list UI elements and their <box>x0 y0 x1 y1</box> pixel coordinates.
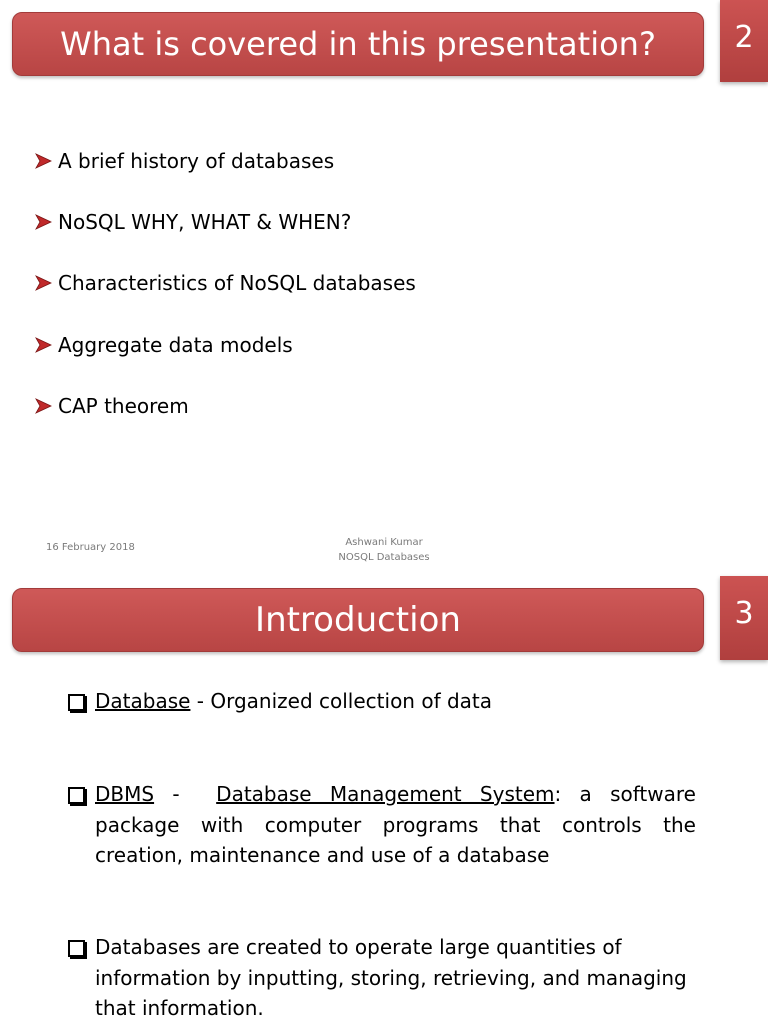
definition: - Organized collection of data <box>190 689 493 713</box>
arrow-right-icon <box>34 335 54 355</box>
agenda-list <box>34 130 416 436</box>
arrow-right-icon <box>34 396 54 416</box>
paragraph: Databases are created to operate large quantities of information by inputting, storing, retrieving, and managing that information. <box>95 935 687 1020</box>
slide-title: What is covered in this presentation? <box>12 12 704 76</box>
list-item <box>66 779 703 871</box>
slide-title: Introduction <box>12 588 704 652</box>
list-item-label: Aggregate data models <box>58 332 293 357</box>
list-item-label: Characteristics of NoSQL databases <box>58 271 416 296</box>
list-item <box>66 686 696 717</box>
list-item <box>34 130 416 191</box>
arrow-right-icon <box>34 151 54 171</box>
term: DBMS <box>95 782 155 806</box>
list-item-label: NoSQL WHY, WHAT & WHEN? <box>58 209 352 234</box>
slide-3 <box>0 576 768 1024</box>
term: Database <box>95 689 191 713</box>
arrow-right-icon <box>34 273 54 293</box>
list-item-label: A brief history of databases <box>58 148 335 173</box>
deck-subtitle: NOSQL Databases <box>338 552 430 563</box>
checkbox-icon <box>68 694 85 711</box>
arrow-right-icon <box>34 212 54 232</box>
author-name: Ashwani Kumar <box>345 537 423 548</box>
list-item <box>34 253 416 314</box>
list-item <box>34 375 416 436</box>
separator: - <box>154 782 217 806</box>
term-expanded: Database Management System <box>216 782 555 806</box>
definition: : a software package with computer programs that controls the creation, maintenance and use of a database <box>95 782 703 867</box>
slide-number: 2 <box>720 0 768 82</box>
list-item <box>66 932 696 1024</box>
footer-date: 16 February 2018 <box>46 542 135 553</box>
footer-author <box>284 535 484 565</box>
list-item <box>34 314 416 375</box>
list-item-label: CAP theorem <box>58 393 189 418</box>
checkbox-icon <box>68 940 85 957</box>
list-item <box>34 191 416 252</box>
checkbox-icon <box>68 787 85 804</box>
slide-number: 3 <box>720 576 768 660</box>
